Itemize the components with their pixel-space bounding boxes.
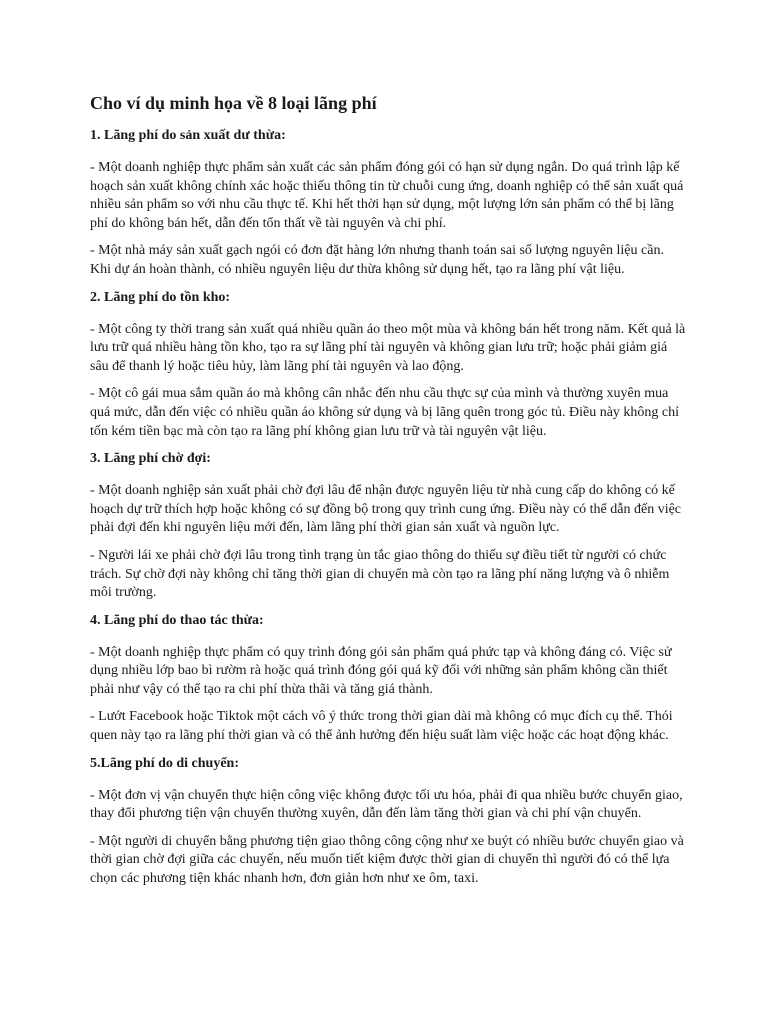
paragraph: - Một doanh nghiệp thực phẩm sản xuất các sản phẩm đóng gói có hạn sử dụng ngắn. Do quá trình lập kế hoạch sản xuất không chính xác hoặc thiếu thông tin từ chuỗi cung ứng, doanh nghiệp có thể sản xuất quá nhiều sản phẩm so với nhu cầu thực tế. Khi hết thời hạn sử dụng, một lượng lớn sản phẩm có thể bị lãng phí do không bán hết, dẫn đến tổn thất về tài nguyên và chi phí.: [90, 160, 684, 231]
paragraph: - Người lái xe phải chờ đợi lâu trong tình trạng ùn tắc giao thông do thiếu sự điều tiết từ người có chức trách. Sự chờ đợi này không chỉ tăng thời gian di chuyển mà còn tạo ra lãng phí năng lượng và ô nhiễm môi trường.: [90, 547, 670, 601]
section-heading: 4. Lãng phí do thao tác thừa:: [90, 612, 264, 628]
section-5: [90, 755, 686, 889]
paragraph: - Một doanh nghiệp thực phẩm có quy trình đóng gói sản phẩm quá phức tạp và không đáng có. Việc sử dụng nhiều lớp bao bì rườm rà hoặc quá trình đóng gói quá kỹ đối với những sản phẩm không cần thiết phải như vậy có thể tạo ra chi phí thừa thãi và tăng giá thành.: [90, 644, 672, 697]
paragraph: - Một công ty thời trang sản xuất quá nhiều quần áo theo một mùa và không bán hết trong năm. Kết quả là lưu trữ quá nhiều hàng tồn kho, tạo ra sự lãng phí tài nguyên và không gian lưu trữ; hoặc phải giảm giá sâu để thanh lý hoặc tiêu hủy, làm lãng phí tài nguyên và lao động.: [90, 321, 686, 374]
section-3: [90, 450, 686, 603]
paragraph: - Một nhà máy sản xuất gạch ngói có đơn đặt hàng lớn nhưng thanh toán sai số lượng nguyên liệu cần. Khi dự án hoàn thành, có nhiều nguyên liệu dư thừa không sử dụng hết, tạo ra lãng phí vật liệu.: [90, 243, 664, 277]
section-1: [90, 127, 686, 280]
section-heading: 5.Lãng phí do di chuyển:: [90, 755, 239, 771]
section-heading: 1. Lãng phí do sản xuất dư thừa:: [90, 128, 286, 143]
paragraph: - Một đơn vị vận chuyển thực hiện công việc không được tối ưu hóa, phải đi qua nhiều bước chuyển giao, thay đổi phương tiện vận chuyển thường xuyên, dẫn đến làm tăng thời gian và chi phí vận chuyển.: [90, 787, 683, 822]
document-title: Cho ví dụ minh họa về 8 loại lãng phí: [90, 93, 377, 113]
section-2: [90, 289, 686, 442]
section-4: [90, 612, 686, 746]
paragraph: - Lướt Facebook hoặc Tiktok một cách vô ý thức trong thời gian dài mà không có mục đích cụ thể. Thói quen này tạo ra lãng phí thời gian và có thể ảnh hưởng đến hiệu suất làm việc hoặc các hoạt động khác.: [90, 709, 673, 744]
paragraph: - Một cô gái mua sắm quần áo mà không cân nhắc đến nhu cầu thực sự của mình và thường xuyên mua quá mức, dẫn đến việc có nhiều quần áo không sử dụng và bị lãng quên trong góc tủ. Điều này không chỉ tốn kém tiền bạc mà còn tạo ra lãng phí không gian lưu trữ và tài nguyên vật liệu.: [90, 386, 680, 439]
section-heading: 3. Lãng phí chờ đợi:: [90, 451, 211, 467]
paragraph: - Một doanh nghiệp sản xuất phải chờ đợi lâu để nhận được nguyên liệu từ nhà cung cấp do không có kế hoạch dự trữ thích hợp hoặc không có sự đồng bộ trong quy trình cung ứng. Điều này có thể dẫn đến việc phải đợi đến khi nguyên liệu mới đến, làm lãng phí thời gian sản xuất và nguồn lực.: [90, 483, 682, 536]
paragraph: - Một người di chuyển bằng phương tiện giao thông công cộng như xe buýt có nhiều bước chuyển giao và thời gian chờ đợi giữa các chuyến, nếu muốn tiết kiệm được thời gian di chuyển thì người đó có thể lựa chọn các phương tiện khác nhanh hơn, đơn giản hơn như xe ôm, taxi.: [90, 833, 684, 887]
section-heading: 2. Lãng phí do tồn kho:: [90, 289, 231, 305]
